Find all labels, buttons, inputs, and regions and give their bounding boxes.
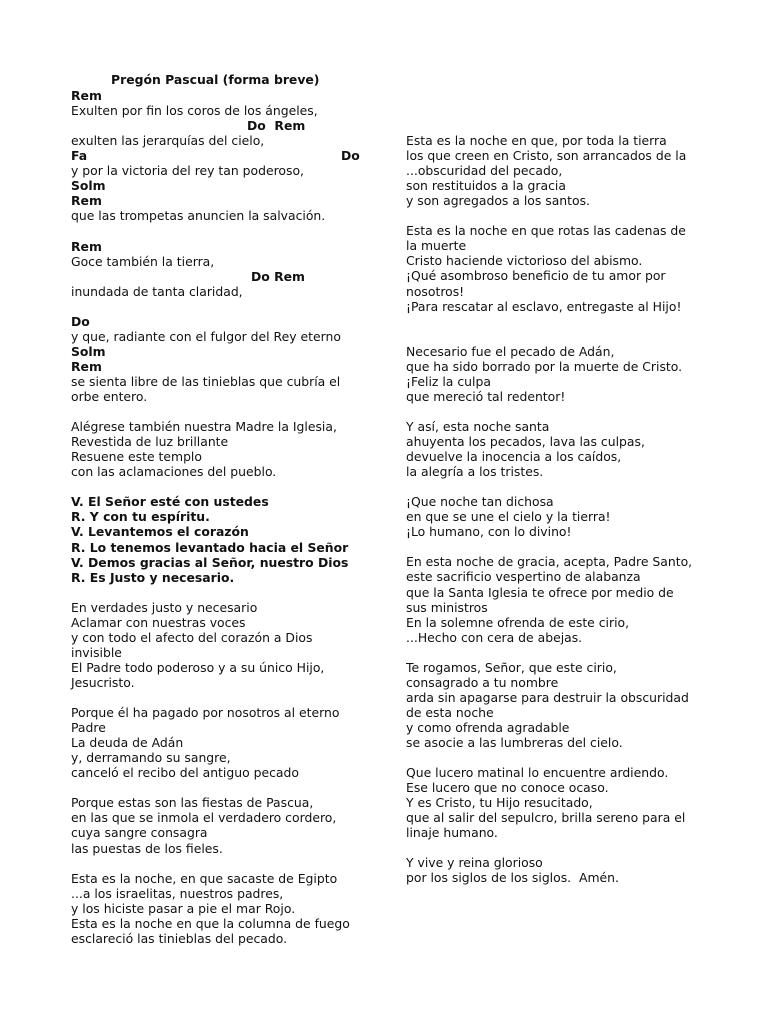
text-line: Te rogamos, Señor, que este cirio, (406, 659, 617, 675)
chord-or-response-line: V. El Señor esté con ustedes (71, 494, 269, 510)
text-line: devuelve la inocencia a los caídos, (406, 449, 622, 465)
text-line: ¡Feliz la culpa (406, 373, 491, 389)
text-line: y que, radiante con el fulgor del Rey eterno (71, 328, 341, 344)
text-line: las puestas de los fieles. (71, 840, 223, 856)
text-line: este sacrificio vespertino de alabanza (406, 569, 641, 585)
text-line: Y es Cristo, tu Hijo resucitado, (406, 795, 593, 811)
chord-or-response-line: Rem (71, 193, 102, 209)
text-line: esclareció las tinieblas del pecado. (71, 930, 288, 946)
chord-or-response-line: Rem (71, 88, 102, 103)
text-line: Porque estas son las fiestas de Pascua, (71, 795, 314, 811)
chord-or-response-line: Solm (71, 343, 106, 359)
text-line: Y así, esta noche santa (406, 418, 550, 434)
text-line: que las trompetas anuncien la salvación. (71, 208, 326, 224)
text-line: ¡Para rescatar al esclavo, entregaste al Hijo! (406, 298, 682, 314)
text-line: La deuda de Adán (71, 735, 184, 751)
text-line: Esta es la noche en que, por toda la tierra (406, 133, 667, 148)
text-line: que ha sido borrado por la muerte de Cristo. (406, 358, 683, 374)
text-line: Porque él ha pagado por nosotros al eterno (71, 705, 340, 721)
text-line: Goce también la tierra, (71, 253, 215, 269)
text-line: En verdades justo y necesario (71, 599, 258, 615)
text-line: que la Santa Iglesia te ofrece por medio de (406, 584, 674, 600)
text-line: Cristo haciende victorioso del abismo. (406, 253, 643, 269)
text-line: Y vive y reina glorioso (406, 855, 543, 871)
text-line: se sienta libre de las tinieblas que cubría el (71, 373, 341, 389)
text-line: Que lucero matinal lo encuentre ardiendo. (406, 765, 669, 781)
text-line: canceló el recibo del antiguo pecado (71, 765, 299, 781)
text-line: en que se une el cielo y la tierra! (406, 509, 611, 525)
text-line: ¡Qué asombroso beneficio de tu amor por (406, 268, 666, 284)
text-line: orbe entero. (71, 389, 148, 404)
text-line: Resuene este templo (71, 449, 202, 465)
text-line: ...Hecho con cera de abejas. (406, 629, 583, 645)
text-line: y por la victoria del rey tan poderoso, (71, 163, 304, 179)
chord-or-response-line: Do (71, 313, 90, 329)
text-line: por los siglos de los siglos. Amén. (406, 870, 619, 886)
text-line: en las que se inmola el verdadero cordero, (71, 810, 337, 826)
text-line: ahuyenta los pecados, lava las culpas, (406, 434, 645, 449)
chord-or-response-line: R. Lo tenemos levantado hacia el Señor (71, 539, 349, 555)
text-line: y los hiciste pasar a pie el mar Rojo. (71, 900, 296, 916)
chord-or-response-line: Rem (71, 358, 102, 374)
text-line: Revestida de luz brillante (71, 434, 229, 450)
chord-or-response-line: Do Rem (247, 118, 306, 134)
text-line: exulten las jerarquías del cielo, (71, 133, 265, 149)
text-line: Ese lucero que no conoce ocaso. (406, 780, 609, 796)
page-title: Pregón Pascual (forma breve) (111, 72, 320, 87)
text-line: En esta noche de gracia, acepta, Padre Santo, (406, 554, 693, 570)
text-line: Jesucristo. (71, 674, 135, 690)
text-line: Esta es la noche en que rotas las cadenas de (406, 223, 686, 239)
text-line: ...obscuridad del pecado, (406, 163, 563, 179)
text-line: linaje humano. (406, 825, 498, 841)
text-line: nosotros! (406, 283, 465, 299)
chord-or-response-line: V. Demos gracias al Señor, nuestro Dios (71, 554, 349, 570)
text-line: Necesario fue el pecado de Adán, (406, 343, 615, 359)
text-line: En la solemne ofrenda de este cirio, (406, 614, 630, 630)
text-line: y con todo el afecto del corazón a Dios (71, 629, 313, 645)
text-line: sus ministros (406, 599, 488, 615)
text-line: de esta noche (406, 704, 494, 720)
text-line: la alegría a los tristes. (406, 464, 544, 480)
chord-or-response-line: Solm (71, 178, 106, 194)
text-line: consagrado a tu nombre (406, 674, 559, 690)
chord-or-response-line: V. Levantemos el corazón (71, 524, 249, 540)
text-line: con las aclamaciones del pueblo. (71, 464, 277, 480)
text-line: arda sin apagarse para destruir la obscuridad (406, 689, 689, 705)
text-line: El Padre todo poderoso y a su único Hijo, (71, 659, 325, 675)
chord-or-response-line: Fa (71, 148, 88, 164)
text-line: ...a los israelitas, nuestros padres, (71, 885, 284, 901)
text-line: y son agregados a los santos. (406, 193, 590, 209)
text-line: inundada de tanta claridad, (71, 283, 243, 299)
text-line: que mereció tal redentor! (406, 388, 566, 404)
chord-or-response-line: Do (341, 148, 360, 164)
text-line: la muerte (406, 238, 467, 254)
text-line: Exulten por fin los coros de los ángeles, (71, 103, 318, 119)
text-line: invisible (71, 644, 122, 660)
text-line: son restituidos a la gracia (406, 178, 566, 194)
text-line: y como ofrenda agradable (406, 719, 570, 735)
text-line: cuya sangre consagra (71, 825, 208, 841)
text-line: se asocie a las lumbreras del cielo. (406, 735, 623, 750)
text-line: Alégrese también nuestra Madre la Iglesia, (71, 419, 337, 435)
text-line: los que creen en Cristo, son arrancados de la (406, 148, 687, 164)
chord-or-response-line: Rem (71, 238, 102, 254)
chord-or-response-line: R. Es Justo y necesario. (71, 569, 235, 585)
text-line: que al salir del sepulcro, brilla sereno para el (406, 810, 686, 826)
chord-or-response-line: R. Y con tu espíritu. (71, 509, 210, 525)
text-line: ¡Lo humano, con lo divino! (406, 524, 572, 540)
text-line: Aclamar con nuestras voces (71, 614, 246, 630)
text-line: Esta es la noche en que la columna de fuego (71, 915, 350, 931)
text-line: Esta es la noche, en que sacaste de Egipto (71, 870, 338, 886)
text-line: Padre (71, 720, 106, 736)
chord-or-response-line: Do Rem (251, 268, 305, 284)
text-line: ¡Que noche tan dichosa (406, 494, 554, 510)
text-line: y, derramando su sangre, (71, 750, 231, 766)
